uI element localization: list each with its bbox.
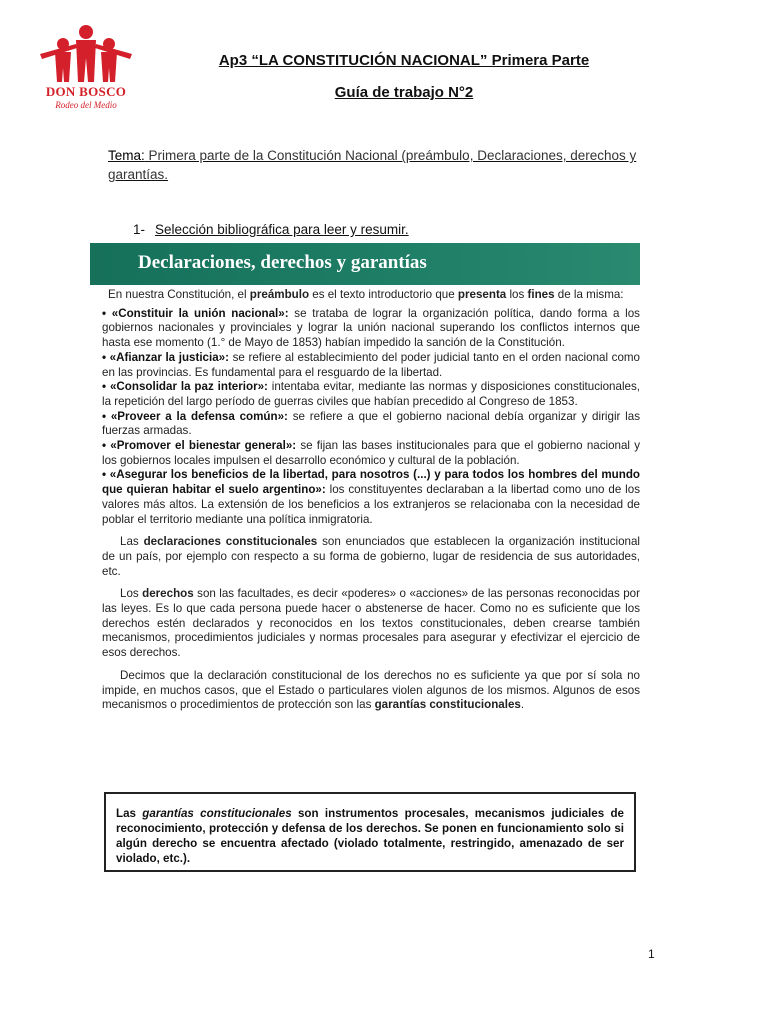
list-item-heading: • «Asegurar los beneficios de la libertad, para nosotros (...) y para todos los hombres del mundo que quieran habitar el suelo argentino»: [102,468,640,497]
intro-text-3: los [506,288,528,301]
list-item-text: intentaba evitar, mediante las normas y disposiciones constitucionales, la repetición del largo período de guerras civiles que habían precedido al Congreso de 1853. [102,380,640,408]
intro-text-2: es el texto introductorio que [309,288,458,301]
list-item [102,439,640,468]
box-text: Las [116,807,143,820]
preamble-ends-list [102,307,640,528]
list-item-text: se refiere al establecimiento del poder judicial tanto en el orden nacional como en las provincias. Es fundamental para el resguardo de la libertad. [102,350,641,379]
derechos-paragraph [90,587,640,661]
paragraph-text: son enunciados que establecen la organización institucional de un país, por ejemplo con respecto a su forma de gobierno, lugar de residencia de sus autoridades, etc. [102,535,641,578]
intro-text-1: En nuestra Constitución, el [108,288,250,301]
reading-excerpt [90,288,640,713]
list-item-heading: • «Constituir la unión nacional»: [102,306,289,320]
document-subtitle: Guía de trabajo N°2 [334,84,474,101]
logo-name: DON BOSCO [45,84,127,99]
garantias-definition-box [104,792,636,872]
tema-text: Primera parte de la Constitución Nacional (preámbulo, Declaraciones, derechos y garantías. [108,148,637,182]
list-item [102,307,640,351]
logo-subtitle: Rodeo del Medio [55,100,117,110]
section-title: Selección bibliográfica para leer y resumir. [155,222,409,237]
paragraph-text: Decimos que la declaración constitucional de los derechos no es suficiente ya que por sí sola no impide, en muchos casos, que el Estado o particulares violen algunos de los mismos. Algunos de esos mecanismos o procedimientos de protección son las [102,668,640,712]
intro-paragraph [90,288,640,303]
page-number: 1 [648,947,655,961]
tema-line [108,146,668,184]
banner-title: Declaraciones, derechos y garantías [138,252,427,273]
paragraph-bold: garantías constitucionales [374,698,521,712]
section-number: 1- [133,222,146,237]
box-italic: garantías constitucionales [142,807,292,820]
list-item-heading: • «Promover el bienestar general»: [102,439,297,453]
intro-bold-3: fines [527,288,555,301]
paragraph-bold: declaraciones constitucionales [143,535,318,549]
list-item [102,468,640,527]
intro-text-4: de la misma: [554,288,624,301]
list-item-text: los constituyentes declaraban a la libertad como uno de los valores más altos. La extensión de los beneficios a los extranjeros se relacionaba con la necesidad de poblar el territorio mediante una política inmigratoria. [102,483,641,526]
paragraph-text: Los [120,587,143,601]
list-item [102,380,640,409]
intro-bold-2: presenta [457,288,507,301]
paragraph-text: . [520,698,525,712]
paragraph-bold: derechos [142,587,194,601]
topic-banner [90,243,640,285]
list-item-text: se trataba de lograr la organización política, dando forma a los gobiernos nacionales y provinciales y lograr la unión nacional superando los conflictos internos que hasta ese momento (1.° de Mayo de 1853) habían impedido la sanción de la Constitución. [102,306,640,350]
list-item-text: se fijan las bases institucionales para que el gobierno nacional y los gobiernos locales impulsen el desarrollo económico y cultural de la población. [102,439,640,467]
list-item-text: se refiere a que el gobierno nacional debía organizar y dirigir las fuerzas armadas. [102,409,641,438]
list-item-heading: • «Proveer a la defensa común»: [102,409,288,423]
list-item-heading: • «Consolidar la paz interior»: [102,380,268,394]
document-title: Ap3 “LA CONSTITUCIÓN NACIONAL” Primera Parte [218,52,590,69]
list-item-heading: • «Afianzar la justicia»: [102,350,229,364]
list-item [102,410,640,439]
paragraph-text: son las facultades, es decir «poderes» o «acciones» de las personas reconocidas por las leyes. Es lo que cada persona puede hacer o abstenerse de hacer. Como no es suficiente que los derechos estén declarados y reconocidos en los textos constitucionales, deben crearse también mecanismos, procedimientos judiciales y normas procesales para asegurar y efectivizar el ejercicio de esos derechos. [102,587,640,660]
tema-label: Tema: [108,148,145,163]
section-heading [133,222,409,237]
box-text: son instrumentos procesales, mecanismos judiciales de reconocimiento, protección y defensa de los derechos. Se ponen en funcionamiento solo si algún derecho se encuentra afectado (violado totalmente, restringido, amenazado de ser violado, etc.). [116,807,624,865]
declaraciones-paragraph [90,535,640,579]
intro-bold-1: preámbulo [249,288,310,301]
paragraph-text: Las [120,535,144,549]
garantias-paragraph [90,669,640,713]
list-item [102,351,640,380]
